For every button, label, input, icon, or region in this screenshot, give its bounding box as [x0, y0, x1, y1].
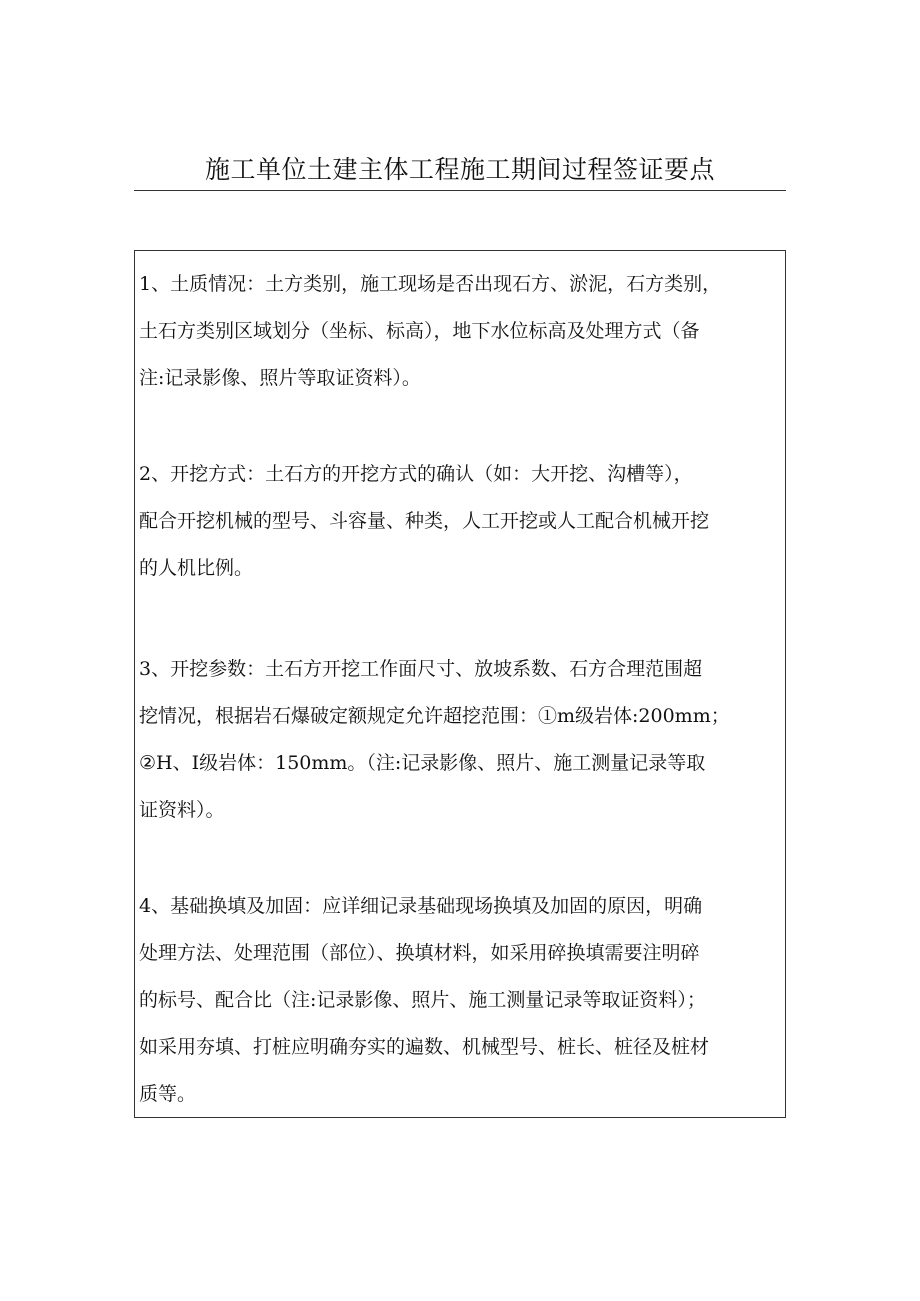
- content-box: [134, 250, 786, 1118]
- section-line: 的人机比例。: [139, 557, 254, 579]
- section-line: 的标号、配合比（注:记录影像、照片、施工测量记录等取证资料）；: [139, 989, 706, 1011]
- section-line: 配合开挖机械的型号、斗容量、种类，人工开挖或人工配合机械开挖: [139, 510, 710, 532]
- section-line: 注:记录影像、照片等取证资料）。: [139, 367, 421, 389]
- document-title-block: [134, 150, 786, 191]
- section-line: 3、开挖参数：土石方开挖工作面尺寸、放坡系数、石方合理范围超: [139, 658, 703, 680]
- section-line: 土石方类别区域划分（坐标、标高），地下水位标高及处理方式（备: [139, 320, 700, 342]
- section-line: 质等。: [139, 1083, 197, 1105]
- section-excavation-method: [139, 451, 783, 592]
- section-excavation-parameters: [139, 646, 783, 834]
- section-soil-condition: [139, 261, 783, 402]
- section-line: 2、开挖方式：土石方的开挖方式的确认（如：大开挖、沟槽等），: [139, 463, 693, 485]
- section-line: 挖情况，根据岩石爆破定额规定允许超挖范围：①m级岩体:200mm；: [139, 705, 730, 727]
- section-line: 处理方法、处理范围（部位）、换填材料，如采用碎换填需要注明碎: [139, 942, 700, 964]
- section-line: 如采用夯填、打桩应明确夯实的遍数、机械型号、桩长、桩径及桩材: [139, 1036, 710, 1058]
- section-foundation-reinforcement: [139, 883, 783, 1118]
- section-line: 1、土质情况：土方类别，施工现场是否出现石方、淤泥，石方类别，: [139, 273, 722, 295]
- document-title: 施工单位土建主体工程施工期间过程签证要点: [204, 155, 715, 184]
- section-line: 证资料）。: [139, 799, 225, 821]
- section-line: 4、基础换填及加固：应详细记录基础现场换填及加固的原因，明确: [139, 895, 703, 917]
- section-line: ②H、I级岩体：150mm。（注:记录影像、照片、施工测量记录等取: [139, 752, 706, 774]
